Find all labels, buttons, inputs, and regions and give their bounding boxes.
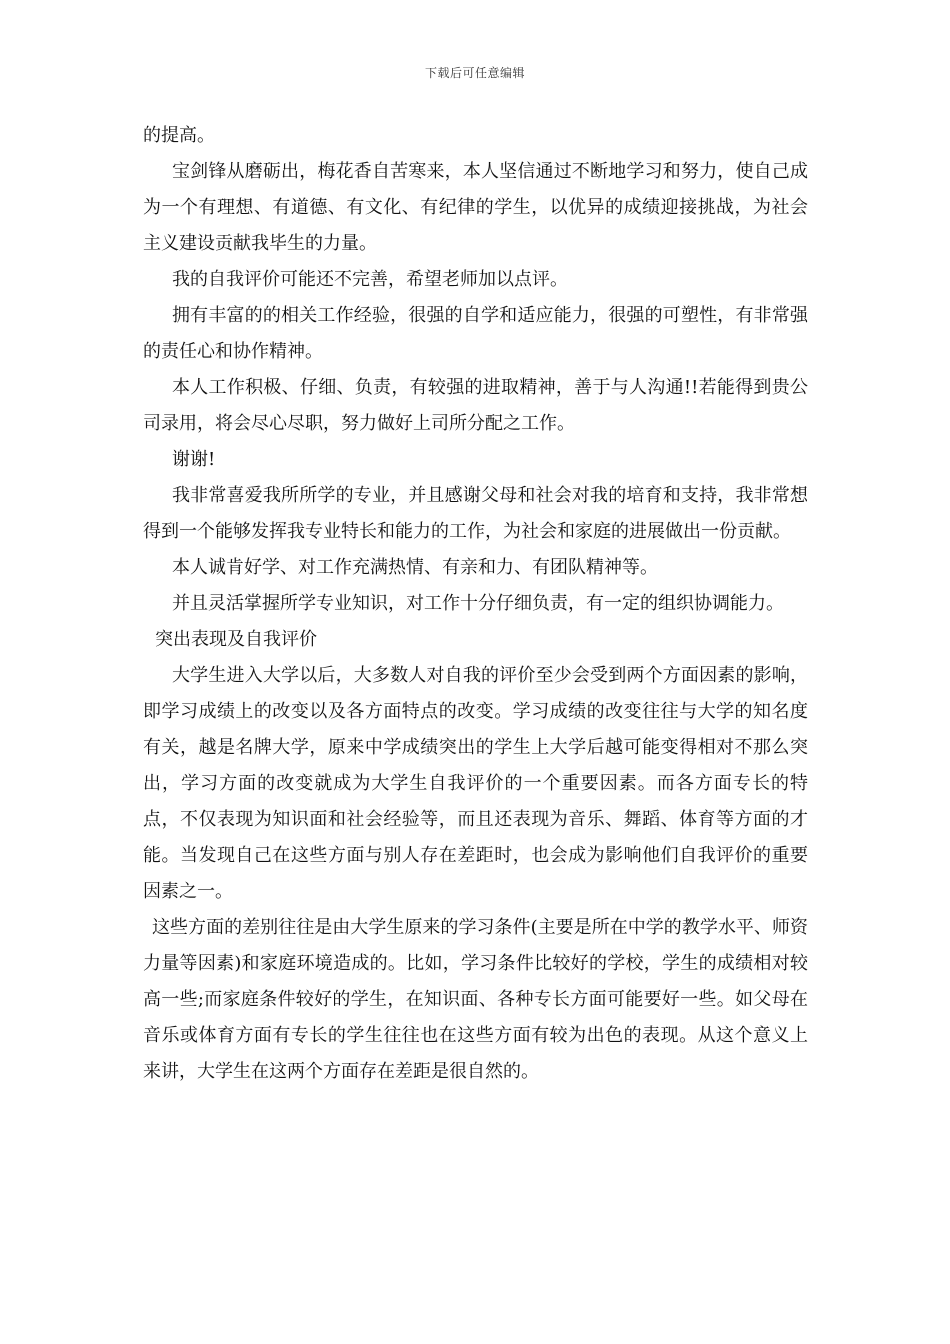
page-header: 下载后可任意编辑 — [424, 66, 525, 80]
paragraph-major: 我非常喜爱我所所学的专业，并且感谢父母和社会对我的培育和支持，我非常想得到一个能够发挥我专业特长和能力的工作，为社会和家庭的进展做出一份贡献。 — [143, 485, 808, 542]
paragraph-continuation: 的提高。 — [143, 125, 215, 146]
paragraph-work-attitude: 本人工作积极、仔细、负责，有较强的进取精神，善于与人沟通!!若能得到贵公司录用，将会尽心尽职，努力做好上司所分配之工作。 — [143, 377, 808, 434]
paragraph-ambition: 宝剑锋从磨砺出，梅花香自苦寒来，本人坚信通过不断地学习和努力，使自己成为一个有理想、有道德、有文化、有纪律的学生，以优异的成绩迎接挑战，为社会主义建设贡献我毕生的力量。 — [143, 161, 808, 254]
paragraph-self-evaluation: 大学生进入大学以后，大多数人对自我的评价至少会受到两个方面因素的影响，即学习成绩上的改变以及各方面特点的改变。学习成绩的改变往往与大学的知名度有关，越是名牌大学，原来中学成绩突出的学生上大学后越可能变得相对不那么突出，学习方面的改变就成为大学生自我评价的一个重要因素。而各方面专长的特点，不仅表现为知识面和社会经验等，而且还表现为音乐、舞蹈、体育等方面的才能。当发现自己在这些方面与别人存在差距时，也会成为影响他们自我评价的重要因素之一。 — [143, 665, 808, 902]
paragraph-thanks: 谢谢! — [172, 449, 216, 470]
document-body — [143, 118, 808, 1090]
paragraph-differences: 这些方面的差别往往是由大学生原来的学习条件(主要是所在中学的教学水平、师资力量等因素)和家庭环境造成的。比如，学习条件比较好的学校，学生的成绩相对较高一些;而家庭条件较好的学生，在知识面、各种专长方面可能要好一些。如父母在音乐或体育方面有专长的学生往往也在这些方面有较为出色的表现。从这个意义上来讲，大学生在这两个方面存在差距是很自然的。 — [143, 917, 808, 1082]
paragraph-request-review: 我的自我评价可能还不完善，希望老师加以点评。 — [172, 269, 568, 290]
section-heading: 突出表现及自我评价 — [155, 629, 317, 650]
paragraph-experience: 拥有丰富的的相关工作经验，很强的自学和适应能力，很强的可塑性，有非常强的责任心和协作精神。 — [143, 305, 808, 362]
paragraph-personality: 本人诚肯好学、对工作充满热情、有亲和力、有团队精神等。 — [172, 557, 658, 578]
paragraph-knowledge: 并且灵活掌握所学专业知识，对工作十分仔细负责，有一定的组织协调能力。 — [172, 593, 784, 614]
